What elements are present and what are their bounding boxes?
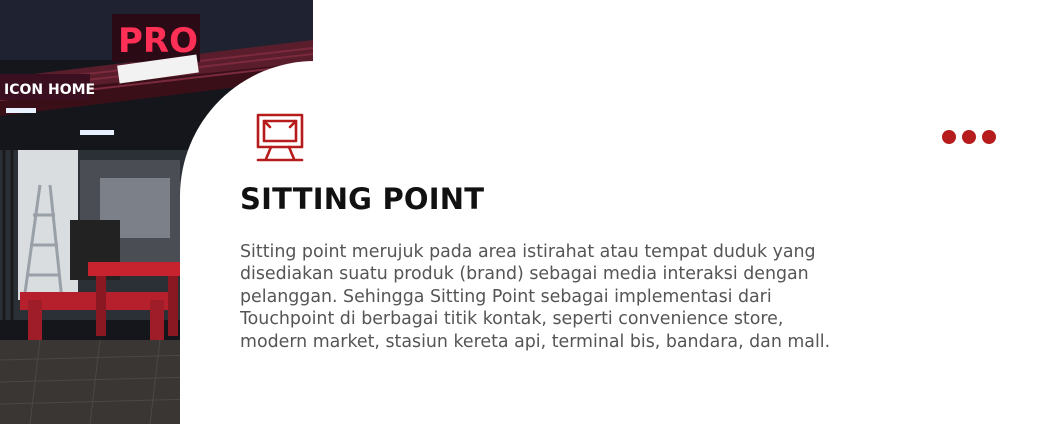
- section-title: SITTING POINT: [240, 182, 485, 216]
- description-line: modern market, stasiun kereta api, terminal bis, bandara, dan mall.: [240, 331, 831, 352]
- dot: [942, 130, 956, 144]
- svg-text:ICON HOME: ICON HOME: [4, 82, 96, 98]
- description-line: disediakan suatu produk (brand) sebagai media interaksi dengan: [240, 264, 809, 285]
- description-line: Sitting point merujuk pada area istirahat atau tempat duduk yang: [240, 242, 816, 262]
- more-dots-icon[interactable]: [942, 129, 996, 145]
- dot: [962, 130, 976, 144]
- description-line: Touchpoint di berbagai titik kontak, seperti convenience store,: [240, 309, 784, 330]
- dot: [982, 130, 996, 144]
- storefront-sign: PRO: [118, 21, 199, 61]
- description-line: pelanggan. Sehingga Sitting Point sebagai implementasi dari: [240, 286, 772, 307]
- section-description: [240, 241, 940, 353]
- kiosk-icon: [254, 112, 306, 166]
